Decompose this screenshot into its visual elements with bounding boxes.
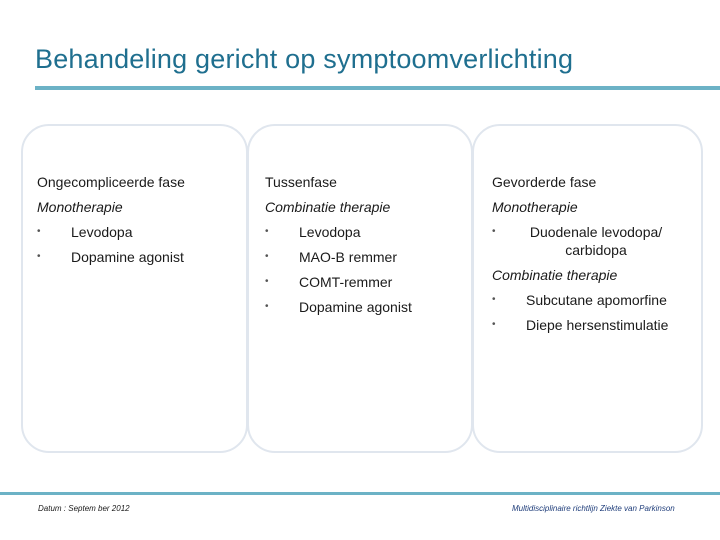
footer-source: Multidisciplinaire richtlijn Ziekte van Parkinson [512,504,675,513]
bullet-icon: • [492,226,496,237]
title-divider [35,86,720,90]
slide-title: Behandeling gericht op symptoomverlichting [35,44,574,74]
footer-date: Datum : Septem ber 2012 [38,504,130,513]
bullet-icon: • [265,226,269,237]
bullet-icon: • [37,251,41,262]
bullet-icon: • [492,319,496,330]
bullet-icon: • [265,251,269,262]
list-item-text: COMT-remmer [299,274,393,290]
column-heading: Tussenfase [265,174,337,190]
therapy-type: Monotherapie [492,199,578,215]
bullet-icon: • [265,301,269,312]
list-item [265,248,465,266]
bullet-icon: • [265,276,269,287]
list-item-text: MAO-B remmer [299,249,397,265]
column-uncomplicated [37,173,242,273]
list-item [265,298,465,316]
list-item [37,248,242,266]
list-item [265,223,465,241]
therapy-type: Combinatie therapie [492,267,618,283]
footer-divider [0,492,720,495]
therapy-type: Monotherapie [37,199,123,215]
list-item-text: Diepe hersenstimulatie [526,317,669,333]
list-item-text: Subcutane apomorfine [526,292,667,308]
list-item-text: Levodopa [299,224,361,240]
column-advanced [492,173,697,341]
bullet-icon: • [492,294,496,305]
list-item-text: Dopamine agonist [71,249,184,265]
list-item-text: Levodopa [71,224,133,240]
therapy-type: Combinatie therapie [265,199,391,215]
column-heading: Gevorderde fase [492,174,597,190]
bullet-icon: • [37,226,41,237]
list-item [265,273,465,291]
list-item-text: Duodenale levodopa/ carbidopa [529,224,663,258]
list-item [492,316,697,334]
list-item [37,223,242,241]
column-intermediate [265,173,465,323]
list-item [492,291,697,309]
column-heading: Ongecompliceerde fase [37,174,185,190]
list-item [492,223,697,259]
list-item-text: Dopamine agonist [299,299,412,315]
